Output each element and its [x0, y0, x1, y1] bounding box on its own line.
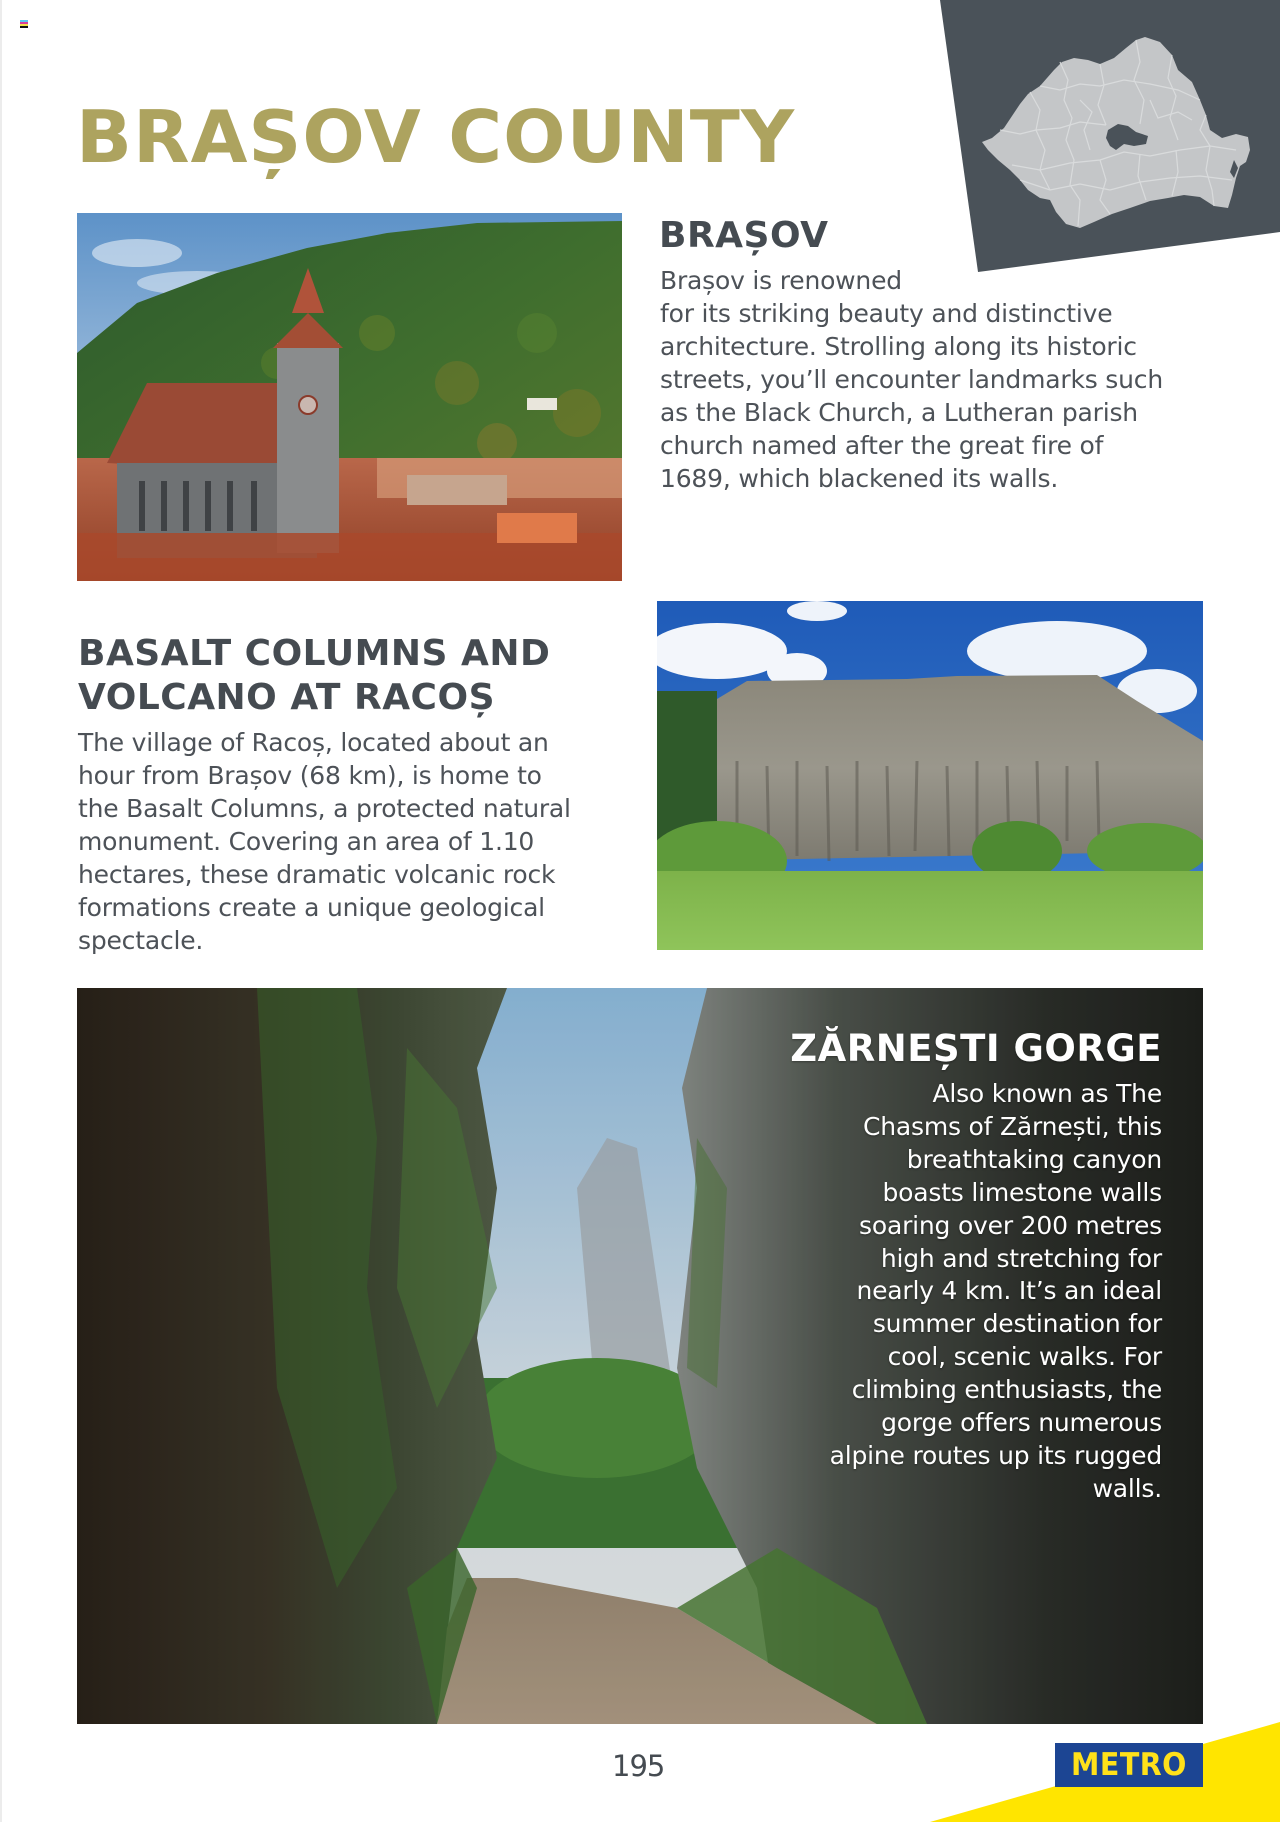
- brasov-heading: BRAȘOV: [659, 215, 829, 256]
- racos-text-line: hour from Brașov (68 km), is home to: [78, 761, 542, 790]
- metro-logo-text: METRO: [1071, 1746, 1187, 1783]
- brasov-text-line: for its striking beauty and distinctive: [660, 299, 1113, 328]
- brasov-description: [660, 264, 1163, 495]
- racos-text-line: spectacle.: [78, 926, 204, 955]
- racos-heading: [78, 632, 550, 720]
- racos-description: [78, 726, 571, 957]
- zarnesti-text-line: soaring over 200 metres: [859, 1210, 1162, 1240]
- brasov-text-line: Brașov is renowned: [660, 266, 902, 295]
- racos-heading-line: BASALT COLUMNS AND: [78, 633, 551, 674]
- zarnesti-text-line: cool, scenic walks. For: [887, 1342, 1162, 1372]
- zarnesti-text-line: boasts limestone walls: [882, 1177, 1162, 1207]
- zarnesti-text-line: alpine routes up its rugged: [829, 1440, 1162, 1470]
- racos-text-line: monument. Covering an area of 1.10: [78, 827, 535, 856]
- zarnesti-text-line: summer destination for: [872, 1309, 1162, 1339]
- brasov-black-church-photo: [77, 213, 622, 581]
- zarnesti-description: [830, 1078, 1162, 1506]
- racos-text-line: formations create a unique geological: [78, 893, 545, 922]
- brasov-text-line: architecture. Strolling along its historic: [660, 332, 1137, 361]
- zarnesti-text-line: nearly 4 km. It’s an ideal: [856, 1276, 1162, 1306]
- racos-text-line: The village of Racoș, located about an: [78, 728, 549, 757]
- zarnesti-heading: ZĂRNEȘTI GORGE: [790, 1027, 1162, 1070]
- zarnesti-text-line: Also known as The: [932, 1079, 1162, 1108]
- racos-text-line: hectares, these dramatic volcanic rock: [78, 860, 556, 889]
- zarnesti-text-line: climbing enthusiasts, the: [851, 1375, 1162, 1405]
- racos-text-line: the Basalt Columns, a protected natural: [78, 794, 571, 823]
- brasov-text-line: church named after the great fire of: [660, 431, 1104, 460]
- page-number: 195: [612, 1749, 665, 1783]
- brasov-text-line: 1689, which blackened its walls.: [660, 464, 1059, 493]
- basalt-columns-photo: [657, 601, 1203, 950]
- page-title: BRAȘOV COUNTY: [76, 95, 796, 179]
- racos-heading-line: VOLCANO AT RACOȘ: [78, 677, 496, 718]
- zarnesti-text-line: gorge offers numerous: [881, 1408, 1162, 1438]
- zarnesti-text-line: walls.: [1092, 1473, 1162, 1503]
- zarnesti-text-line: high and stretching for: [880, 1243, 1162, 1273]
- brasov-text-line: as the Black Church, a Lutheran parish: [660, 398, 1138, 427]
- metro-logo: [1055, 1743, 1203, 1787]
- zarnesti-text-line: breathtaking canyon: [906, 1144, 1162, 1174]
- brasov-text-line: streets, you’ll encounter landmarks such: [660, 365, 1163, 394]
- zarnesti-text-line: Chasms of Zărnești, this: [862, 1111, 1162, 1141]
